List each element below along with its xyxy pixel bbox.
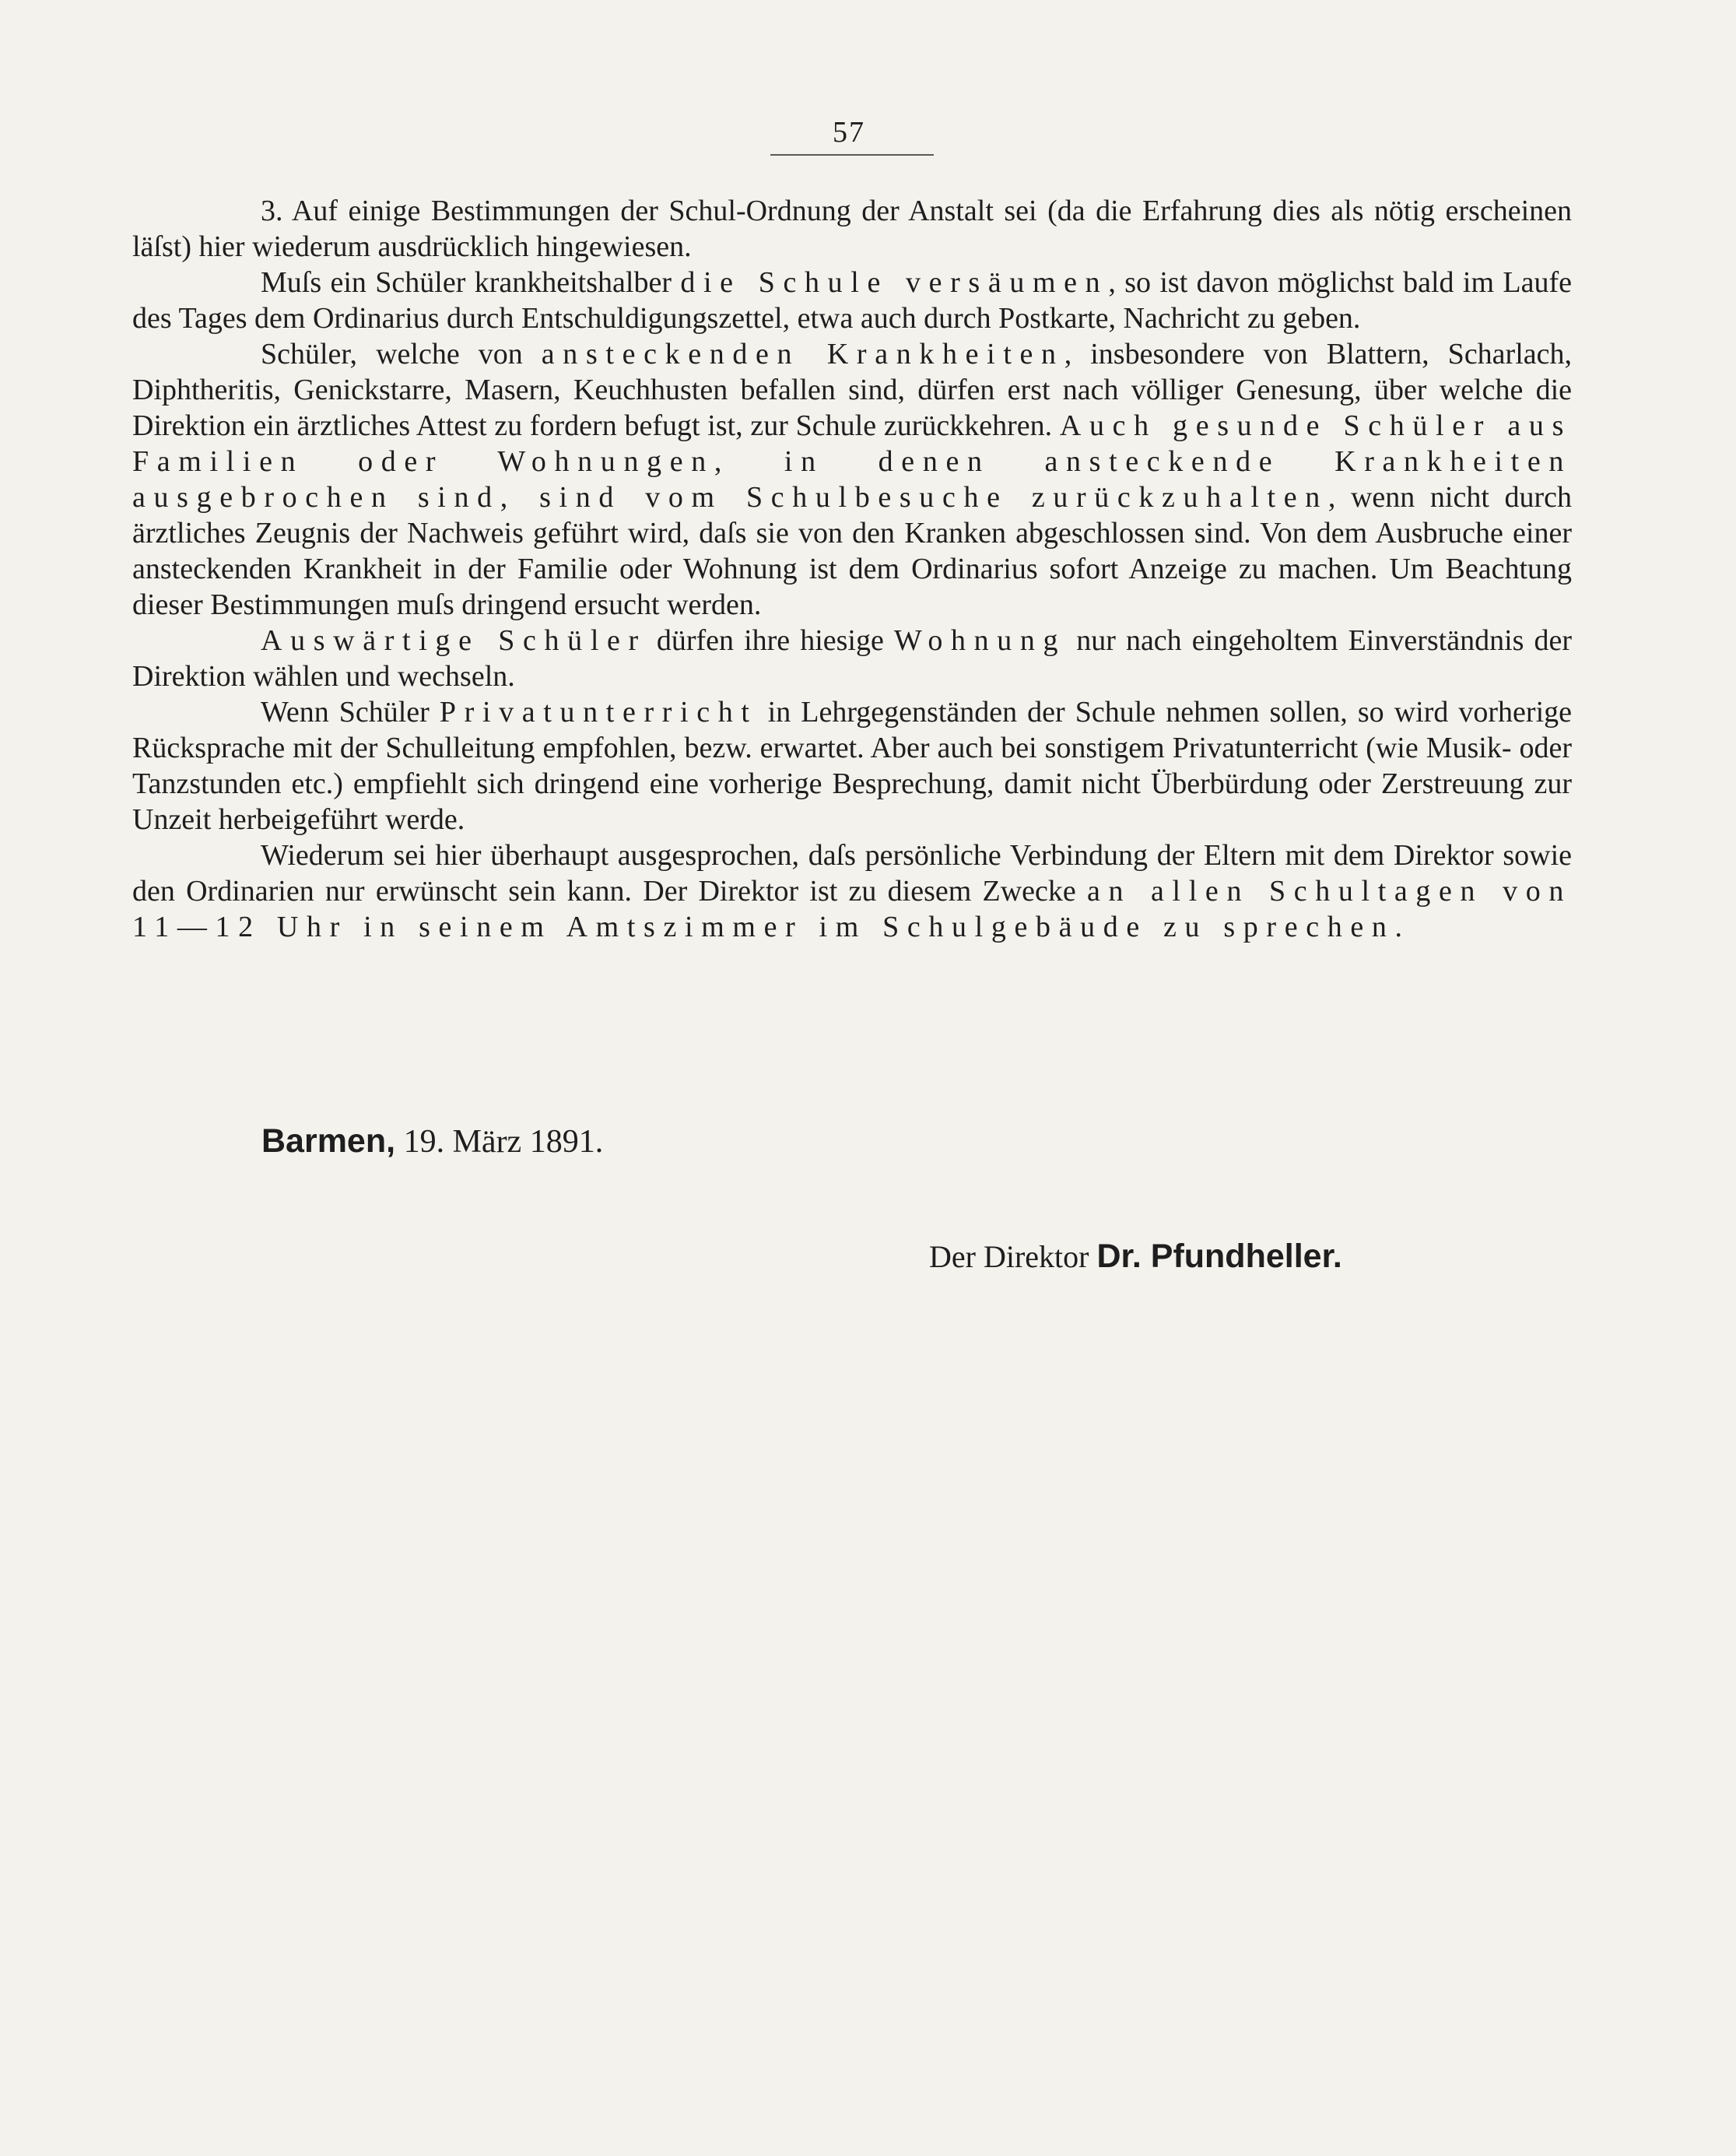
signature-title: Der Direktor [929, 1239, 1089, 1274]
spaced-emphasis-text: Privatunterricht [439, 696, 758, 729]
text-segment: Muſs ein Schüler krankheitshalber [261, 266, 681, 299]
text-segment: , wenn nicht durch ärztliches Zeugnis der Nachweis geführt wird, daſs sie von den Kranken abgeschlossen sind. Von dem Ausbruche einer ansteckenden Krankheit in der Familie oder Wohnung ist dem Ordinarius sofort Anzeige zu machen. Um Beachtung dieser Bestimmungen muſs dringend ersucht werden. [132, 481, 1572, 621]
page-number-rule [770, 154, 934, 156]
text-segment: Wiederum sei hier überhaupt ausgesprochen, daſs persönliche Verbindung der Eltern mit dem Direktor sowie den Ordinarien nur erwünscht sein kann. Der Direktor ist zu diesem Zwecke [132, 839, 1572, 908]
text-segment: Schüler, welche von [261, 338, 542, 370]
paragraph [132, 623, 1572, 694]
text-segment: Wenn Schüler [261, 696, 440, 729]
text-segment: dürfen ihre hiesige [646, 624, 894, 657]
paragraph [132, 265, 1572, 336]
spaced-emphasis-text: Auch gesunde Schüler aus Familien oder Wohnungen, in denen ansteckende Krankheiten ausgebrochen sind, sind vom Schulbesuche zurückzuhalten [132, 409, 1573, 514]
text-segment: 3. Auf einige Bestimmungen der Schul-Ordnung der Anstalt sei (da die Erfahrung dies als nötig erscheinen läſst) hier wiederum ausdrücklich hingewiesen. [132, 195, 1572, 263]
date-text: 19. März 1891. [403, 1124, 604, 1160]
page-number: 57 [833, 116, 865, 149]
signature-line [929, 1238, 1342, 1276]
paragraph [132, 193, 1572, 265]
paragraph [132, 336, 1572, 623]
text-segment: in Lehrgegenständen der Schule nehmen sollen, so wird vorherige Rücksprache mit der Schulleitung empfohlen, bezw. erwartet. Aber auch bei sonstigem Privatunterricht (wie Musik- oder Tanzstunden etc.) empfiehlt sich dringend eine vorherige Besprechung, damit nicht Überbürdung oder Zerstreuung zur Unzeit herbeigeführt werde. [132, 696, 1572, 836]
paragraph [132, 694, 1572, 837]
text-segment: nur nach eingeholtem Einverständnis der Direktion wählen und wechseln. [132, 624, 1572, 693]
text-segment: , insbesondere von Blattern, Scharlach, Diphtheritis, Genickstarre, Masern, Keuchhusten befallen sind, dürfen erst nach völliger Genesung, über welche die Direktion ein ärztliches Attest zu fordern befugt ist, zur Schule zurückkehren. [132, 338, 1572, 442]
body-text [132, 193, 1572, 945]
spaced-emphasis-text: ansteckenden Krankheiten [541, 338, 1064, 370]
text-segment: , so ist davon möglichst bald im Laufe des Tages dem Ordinarius durch Entschuldigungszettel, etwa auch durch Postkarte, Nachricht zu geben. [132, 266, 1572, 335]
spaced-emphasis-text: Wohnung [893, 624, 1067, 657]
signature-name: Dr. Pfundheller. [1096, 1238, 1342, 1275]
paragraph [132, 837, 1572, 945]
spaced-emphasis-text: an allen Schultagen von 11—12 Uhr in seinem Amtszimmer im Schulgebäude zu sprechen [132, 875, 1572, 943]
place-date-line [261, 1122, 603, 1161]
text-segment: . [1394, 911, 1402, 943]
spaced-emphasis-text: Auswärtige Schüler [261, 624, 647, 657]
spaced-emphasis-text: die Schule versäumen [680, 266, 1109, 299]
place-name: Barmen, [261, 1122, 396, 1160]
